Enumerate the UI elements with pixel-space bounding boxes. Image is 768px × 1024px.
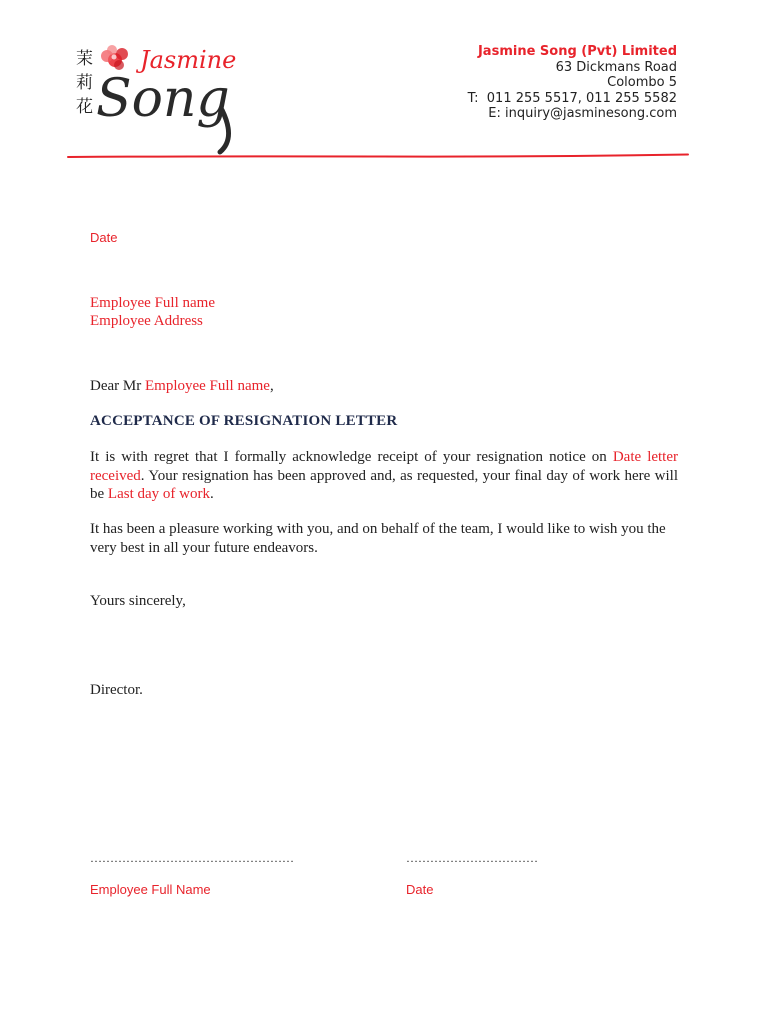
company-street: 63 Dickmans Road bbox=[555, 59, 677, 75]
company-logo bbox=[70, 42, 250, 160]
date-received-placeholder: Date letter received bbox=[90, 449, 679, 484]
header-rule bbox=[67, 152, 689, 162]
signature-label-date: Date bbox=[406, 882, 434, 897]
paragraph-1-text-b: . Your resignation has been approved and, as requested, your final day of work here will be bbox=[90, 467, 678, 502]
signature-line-employee: …………………………………………… bbox=[90, 851, 294, 865]
logo-chinese-char-2: 莉 bbox=[76, 73, 93, 93]
signature-line-date: …………………………… bbox=[406, 851, 538, 865]
signatory-title: Director. bbox=[90, 682, 143, 698]
logo-chinese-char-3: 花 bbox=[76, 97, 93, 117]
company-name: Jasmine Song (Pvt) Limited bbox=[477, 44, 677, 59]
paragraph-1-text-c: . bbox=[209, 486, 214, 502]
company-phone: T: 011 255 5517, 011 255 5582 bbox=[467, 90, 677, 106]
salutation-name: Employee Full name bbox=[144, 378, 270, 394]
company-email: E: inquiry@jasminesong.com bbox=[488, 106, 677, 121]
company-city: Colombo 5 bbox=[607, 75, 677, 90]
salutation-suffix: , bbox=[269, 378, 274, 394]
date-placeholder: Date bbox=[90, 230, 118, 245]
jasmine-flower-icon bbox=[101, 45, 128, 70]
letter-heading: ACCEPTANCE OF RESIGNATION LETTER bbox=[90, 413, 398, 429]
last-day-placeholder: Last day of work bbox=[107, 486, 210, 502]
closing: Yours sincerely, bbox=[90, 593, 186, 609]
paragraph-2: It has been a pleasure working with you, and on behalf of the team, I would like to wish you the very best in all your future endeavors. bbox=[90, 521, 666, 556]
logo-chinese-char-1: 茉 bbox=[76, 49, 93, 69]
paragraph-1-text-a: It is with regret that I formally acknowledge receipt of your resignation notice on bbox=[90, 449, 613, 465]
signature-label-employee: Employee Full Name bbox=[90, 882, 211, 897]
recipient-name: Employee Full name bbox=[90, 295, 215, 311]
recipient-address: Employee Address bbox=[90, 313, 203, 329]
salutation-prefix: Dear Mr bbox=[90, 378, 145, 394]
paragraph-1 bbox=[90, 448, 678, 504]
company-details bbox=[468, 44, 677, 122]
logo-word-jasmine: Jasmine bbox=[140, 46, 237, 74]
logo-word-song: Song bbox=[96, 69, 230, 129]
salutation bbox=[90, 377, 274, 395]
